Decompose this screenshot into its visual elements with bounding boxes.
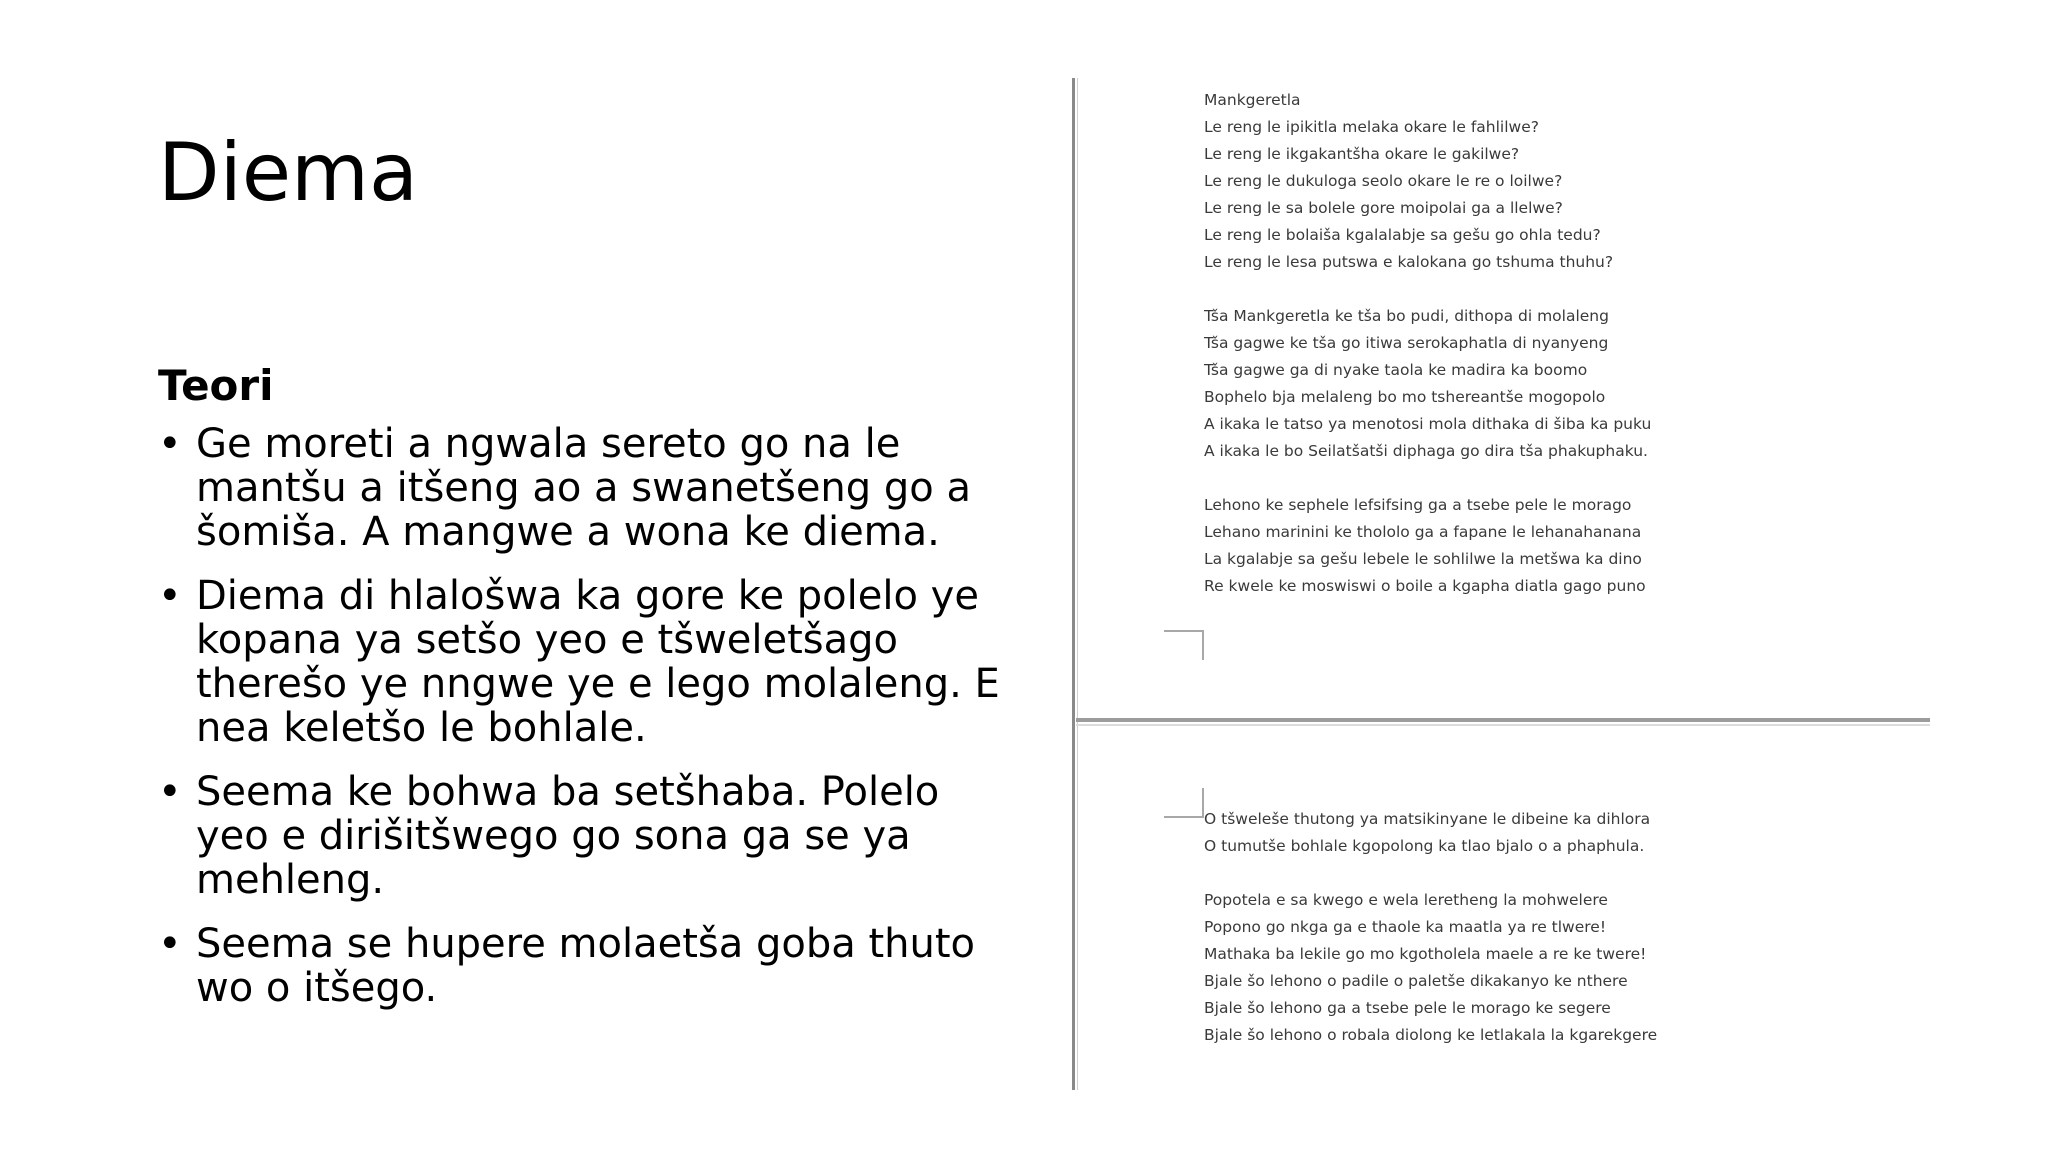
- page-corner-mark: [1164, 630, 1204, 660]
- poem-line: Popotela e sa kwego e wela leretheng la mohwelere: [1204, 891, 1608, 909]
- poem-line: Popono go nkga ga e thaole ka maatla ya re tlwere!: [1204, 918, 1607, 936]
- poem-line: Bjale šo lehono ga a tsebe pele le morago ke segere: [1204, 999, 1611, 1017]
- poem-line: Re kwele ke moswiswi o boile a kgapha diatla gago puno: [1204, 577, 1646, 595]
- bullet-item: [158, 422, 1008, 554]
- bullet-text: Seema ke bohwa ba setšhaba. Polelo yeo e dirišitšwego go sona ga se ya mehleng.: [196, 769, 940, 903]
- poem-line: O tumutše bohlale kgopolong ka tlao bjalo o a phaphula.: [1204, 837, 1645, 855]
- poem-line: Le reng le bolaiša kgalalabje sa gešu go ohla tedu?: [1204, 226, 1601, 244]
- poem-line: Le reng le sa bolele gore moipolai ga a llelwe?: [1204, 199, 1563, 217]
- poem-line: A ikaka le bo Seilatšatši diphaga go dira tša phakuphaku.: [1204, 442, 1648, 460]
- poem-line: Mathaka ba lekile go mo kgotholela maele a re ke twere!: [1204, 945, 1647, 963]
- stanza-gap: [1204, 276, 1651, 303]
- poem-line: La kgalabje sa gešu lebele le sohlilwe la metšwa ka dino: [1204, 550, 1642, 568]
- poem-line: Tša gagwe ga di nyake taola ke madira ka boomo: [1204, 361, 1588, 379]
- poem-line: Bophelo bja melaleng bo mo tshereantše mogopolo: [1204, 388, 1606, 406]
- page-corner-mark: [1164, 788, 1204, 818]
- poem-line: Tša gagwe ke tša go itiwa serokaphatla di nyanyeng: [1204, 334, 1609, 352]
- poem-line: Mankgeretla: [1204, 91, 1301, 109]
- page-border-vertical-shadow: [1077, 78, 1078, 1090]
- bullet-item: [158, 922, 1008, 1010]
- poem-line: Le reng le lesa putswa e kalokana go tshuma thuhu?: [1204, 253, 1614, 271]
- bullet-dot: •: [158, 573, 182, 619]
- page-break-line: [1076, 718, 1930, 722]
- bullet-dot: •: [158, 769, 182, 815]
- stanza-gap: [1204, 465, 1651, 492]
- slide-title: Diema: [158, 126, 418, 219]
- bullet-item: [158, 770, 1008, 902]
- poem-line: O tšweleše thutong ya matsikinyane le dibeine ka dihlora: [1204, 810, 1651, 828]
- bullet-text: Diema di hlalošwa ka gore ke polelo ye kopana ya setšo yeo e tšweletšago therešo ye nngwe ye e lego molaleng. E nea keletšo le bohlale.: [196, 573, 1000, 751]
- poem-line: Tša Mankgeretla ke tša bo pudi, dithopa di molaleng: [1204, 307, 1609, 325]
- poem-line: A ikaka le tatso ya menotosi mola dithaka di šiba ka puku: [1204, 415, 1652, 433]
- bullet-text: Ge moreti a ngwala sereto go na le mantšu a itšeng ao a swanetšeng go a šomiša. A mangwe a wona ke diema.: [196, 421, 971, 555]
- poem-line: Le reng le ipikitla melaka okare le fahlilwe?: [1204, 118, 1539, 136]
- page-border-vertical: [1072, 78, 1075, 1090]
- bullet-list: [158, 422, 1008, 1030]
- section-heading: Teori: [158, 361, 274, 410]
- poem-screenshot: [1064, 78, 1930, 1090]
- poem-line: Le reng le dukuloga seolo okare le re o loilwe?: [1204, 172, 1563, 190]
- poem-page-1: [1204, 87, 1651, 600]
- poem-page-2: [1204, 806, 1657, 1049]
- bullet-dot: •: [158, 921, 182, 967]
- poem-line: Bjale šo lehono o robala diolong ke letlakala la kgarekgere: [1204, 1026, 1658, 1044]
- bullet-text: Seema se hupere molaetša goba thuto wo o itšego.: [196, 921, 976, 1011]
- poem-line: Lehano marinini ke thololo ga a fapane le lehanahanana: [1204, 523, 1642, 541]
- bullet-dot: •: [158, 421, 182, 467]
- bullet-item: [158, 574, 1008, 750]
- page-break-shadow: [1076, 724, 1930, 726]
- stanza-gap: [1204, 860, 1657, 887]
- poem-line: Lehono ke sephele lefsifsing ga a tsebe pele le morago: [1204, 496, 1632, 514]
- poem-line: Le reng le ikgakantšha okare le gakilwe?: [1204, 145, 1520, 163]
- poem-line: Bjale šo lehono o padile o paletše dikakanyo ke nthere: [1204, 972, 1628, 990]
